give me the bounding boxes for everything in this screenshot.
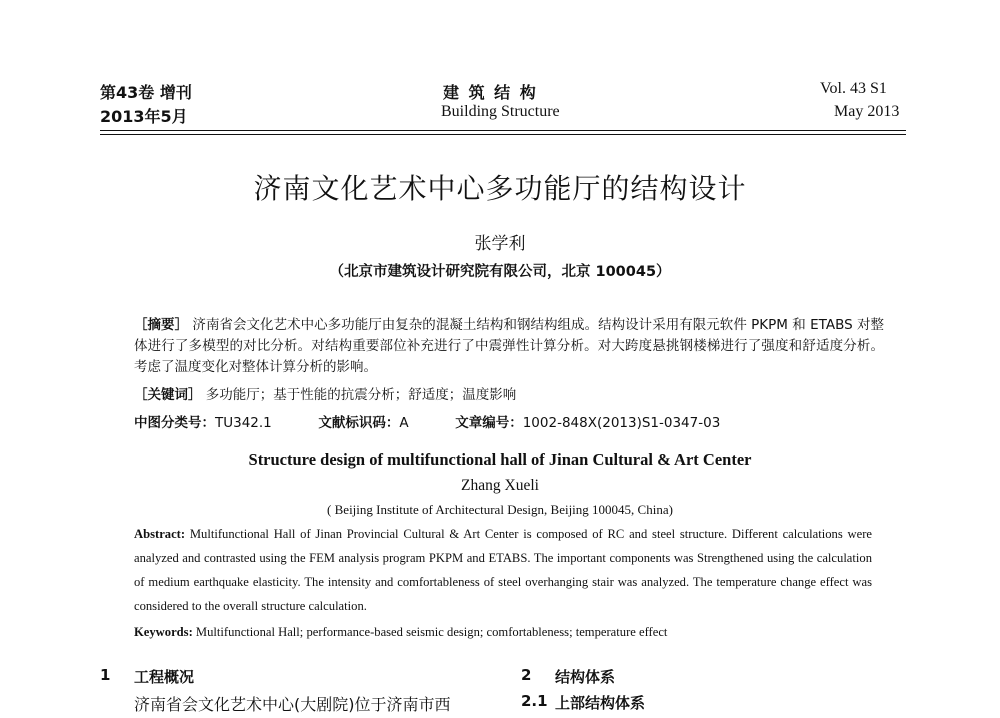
keywords-cn — [134, 385, 884, 406]
class-value: TU342.1 — [215, 415, 272, 431]
section-2-number: 2 — [521, 666, 532, 684]
abstract-cn — [134, 315, 884, 378]
abstract-en-text: Multifunctional Hall of Jinan Provincial Cultural & Art Center is composed of RC and steel structure. Different calculations were analyzed and contrasted using the FEM analysis program PKPM and ETABS. The important components was Strengthened using the calculation of medium earthquake elasticity. The intensity and comfortableness of steel overhanging stair was analyzed. The temperature change effect was considered to the overall structure calculation. — [134, 527, 872, 613]
section-2-title: 结构体系 — [555, 668, 616, 686]
article-title-en: Structure design of multifunctional hall of Jinan Cultural & Art Center — [248, 450, 752, 469]
header-rule-thin — [100, 134, 906, 135]
keywords-cn-text: 多功能厅；基于性能的抗震分析；舒适度；温度影响 — [205, 387, 517, 403]
affiliation-en: ( Beijing Institute of Architectural Design, Beijing 100045, China) — [327, 502, 673, 517]
doc-code-label: 文献标识码： — [318, 415, 400, 431]
header-date-en: May 2013 — [834, 103, 900, 120]
keywords-en — [134, 620, 872, 644]
header-date: 2013年5月 — [100, 107, 188, 126]
keywords-cn-label: ［关键词］ — [134, 387, 202, 403]
keywords-en-label: Keywords: — [134, 625, 193, 639]
abstract-cn-label: ［摘要］ — [134, 317, 189, 333]
section-2-1-title: 上部结构体系 — [555, 694, 646, 712]
header-journal-en: Building Structure — [441, 103, 560, 120]
abstract-en-label: Abstract: — [134, 527, 186, 541]
header-journal-cn: 建 筑 结 构 — [443, 83, 538, 102]
article-number-value: 1002-848X(2013)S1-0347-03 — [522, 415, 721, 431]
classification-line — [134, 411, 720, 431]
abstract-en — [134, 522, 872, 618]
article-title-cn: 济南文化艺术中心多功能厅的结构设计 — [253, 172, 747, 205]
doc-code-value: A — [399, 415, 409, 431]
header-vol-en: Vol. 43 S1 — [820, 80, 887, 97]
section-1-number: 1 — [100, 666, 111, 684]
class-label: 中图分类号： — [134, 415, 215, 431]
affiliation-cn: （北京市建筑设计研究院有限公司，北京 100045） — [329, 264, 671, 280]
section-1-title: 工程概况 — [134, 668, 195, 686]
keywords-en-text: Multifunctional Hall; performance-based seismic design; comfortableness; temperature effect — [195, 625, 668, 639]
abstract-cn-text: 济南省会文化艺术中心多功能厅由复杂的混凝土结构和钢结构组成。结构设计采用有限元软件 PKPM 和 ETABS 对整体进行了多模型的对比分析。对结构重要部位补充进行了中震弹性计算分析。对大跨度悬挑钢楼梯进行了强度和舒适度分析。考虑了温度变化对整体计算分析的影响。 — [134, 317, 884, 375]
author-en: Zhang Xueli — [461, 477, 539, 494]
section-1-text: 济南省会文化艺术中心(大剧院)位于济南市西 — [134, 695, 451, 714]
header-rule-thick — [100, 130, 906, 131]
section-2-1-number: 2.1 — [521, 692, 548, 710]
header-volume: 第43卷 增刊 — [100, 83, 192, 102]
author-cn: 张学利 — [474, 234, 526, 254]
article-number-label: 文章编号： — [455, 415, 523, 431]
